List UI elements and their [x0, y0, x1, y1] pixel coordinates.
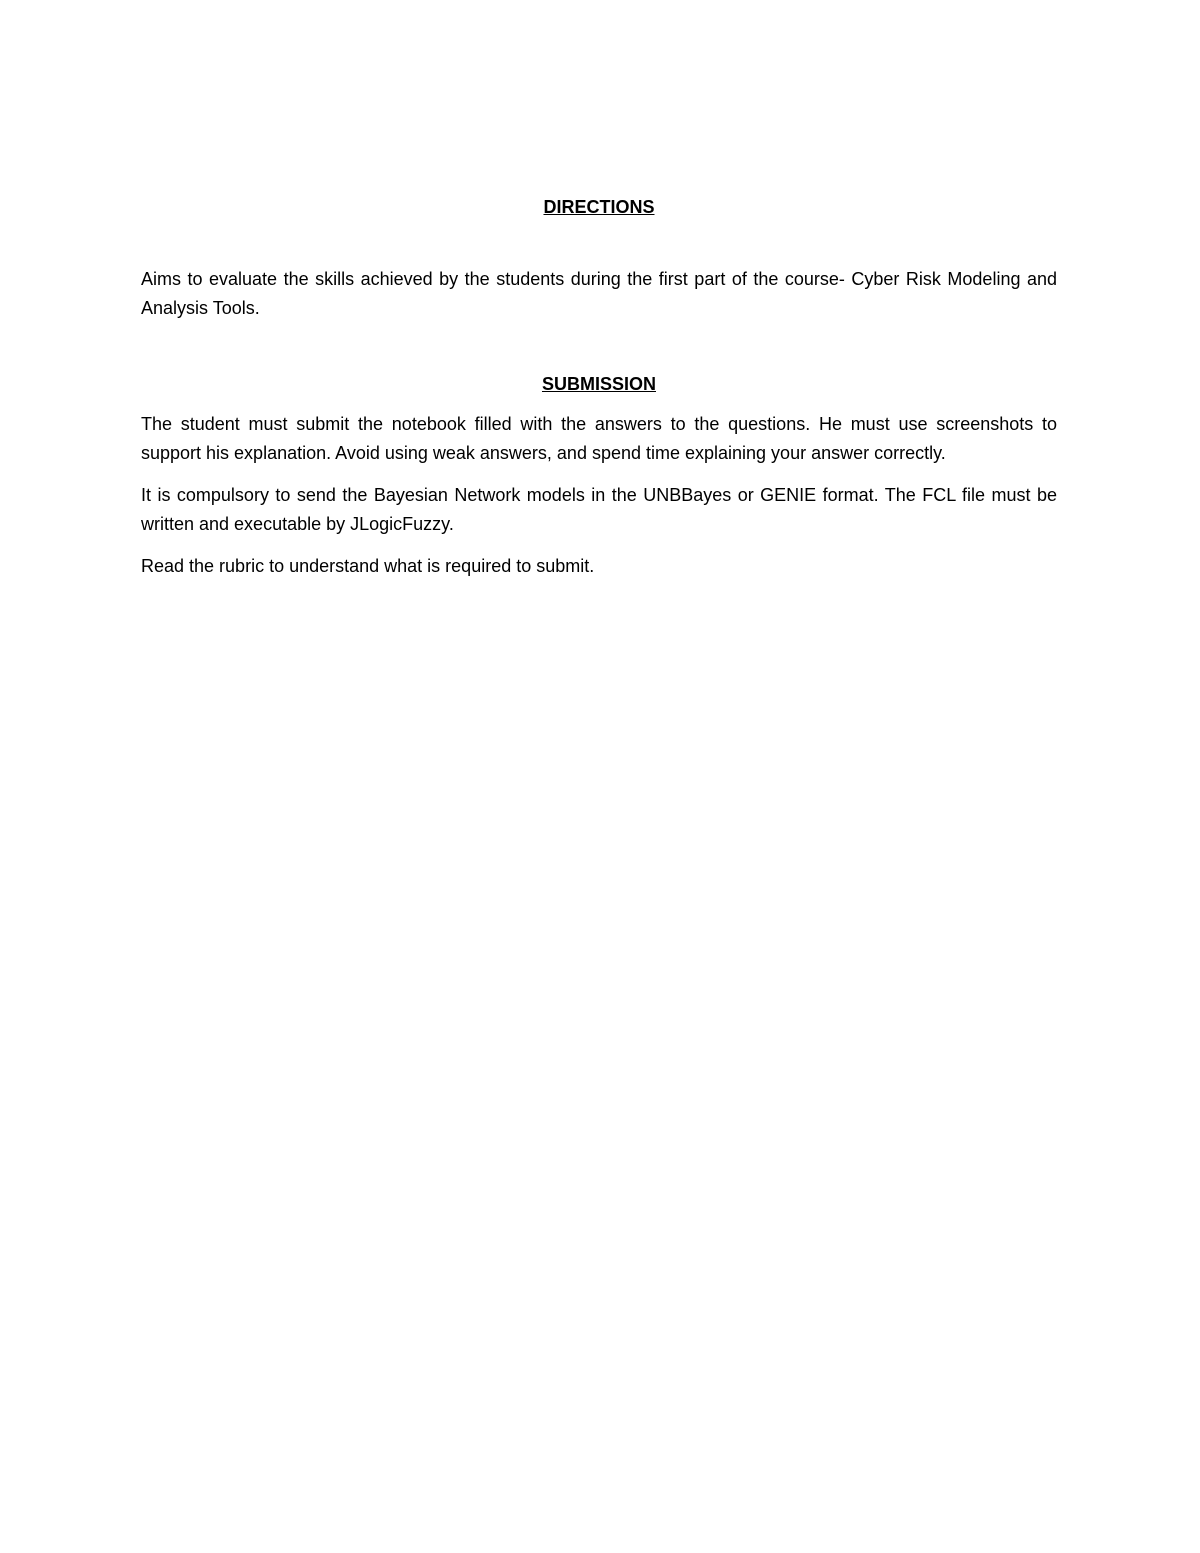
- submission-paragraph-rubric: Read the rubric to understand what is required to submit.: [141, 556, 595, 576]
- submission-paragraph-models: It is compulsory to send the Bayesian Network models in the UNBBayes or GENIE format. The FCL file must be written and executable by JLogicFuzzy.: [141, 485, 1057, 534]
- submission-heading: SUBMISSION: [541, 374, 656, 394]
- directions-heading: DIRECTIONS: [543, 197, 655, 217]
- submission-paragraph-notebook: The student must submit the notebook filled with the answers to the questions. He must use screenshots to support his explanation. Avoid using weak answers, and spend time explaining your answer correctly.: [141, 414, 1057, 463]
- document-body: [141, 193, 1057, 581]
- directions-text: Aims to evaluate the skills achieved by the students during the first part of the course- Cyber Risk Modeling and Analysis Tools.: [141, 269, 1057, 318]
